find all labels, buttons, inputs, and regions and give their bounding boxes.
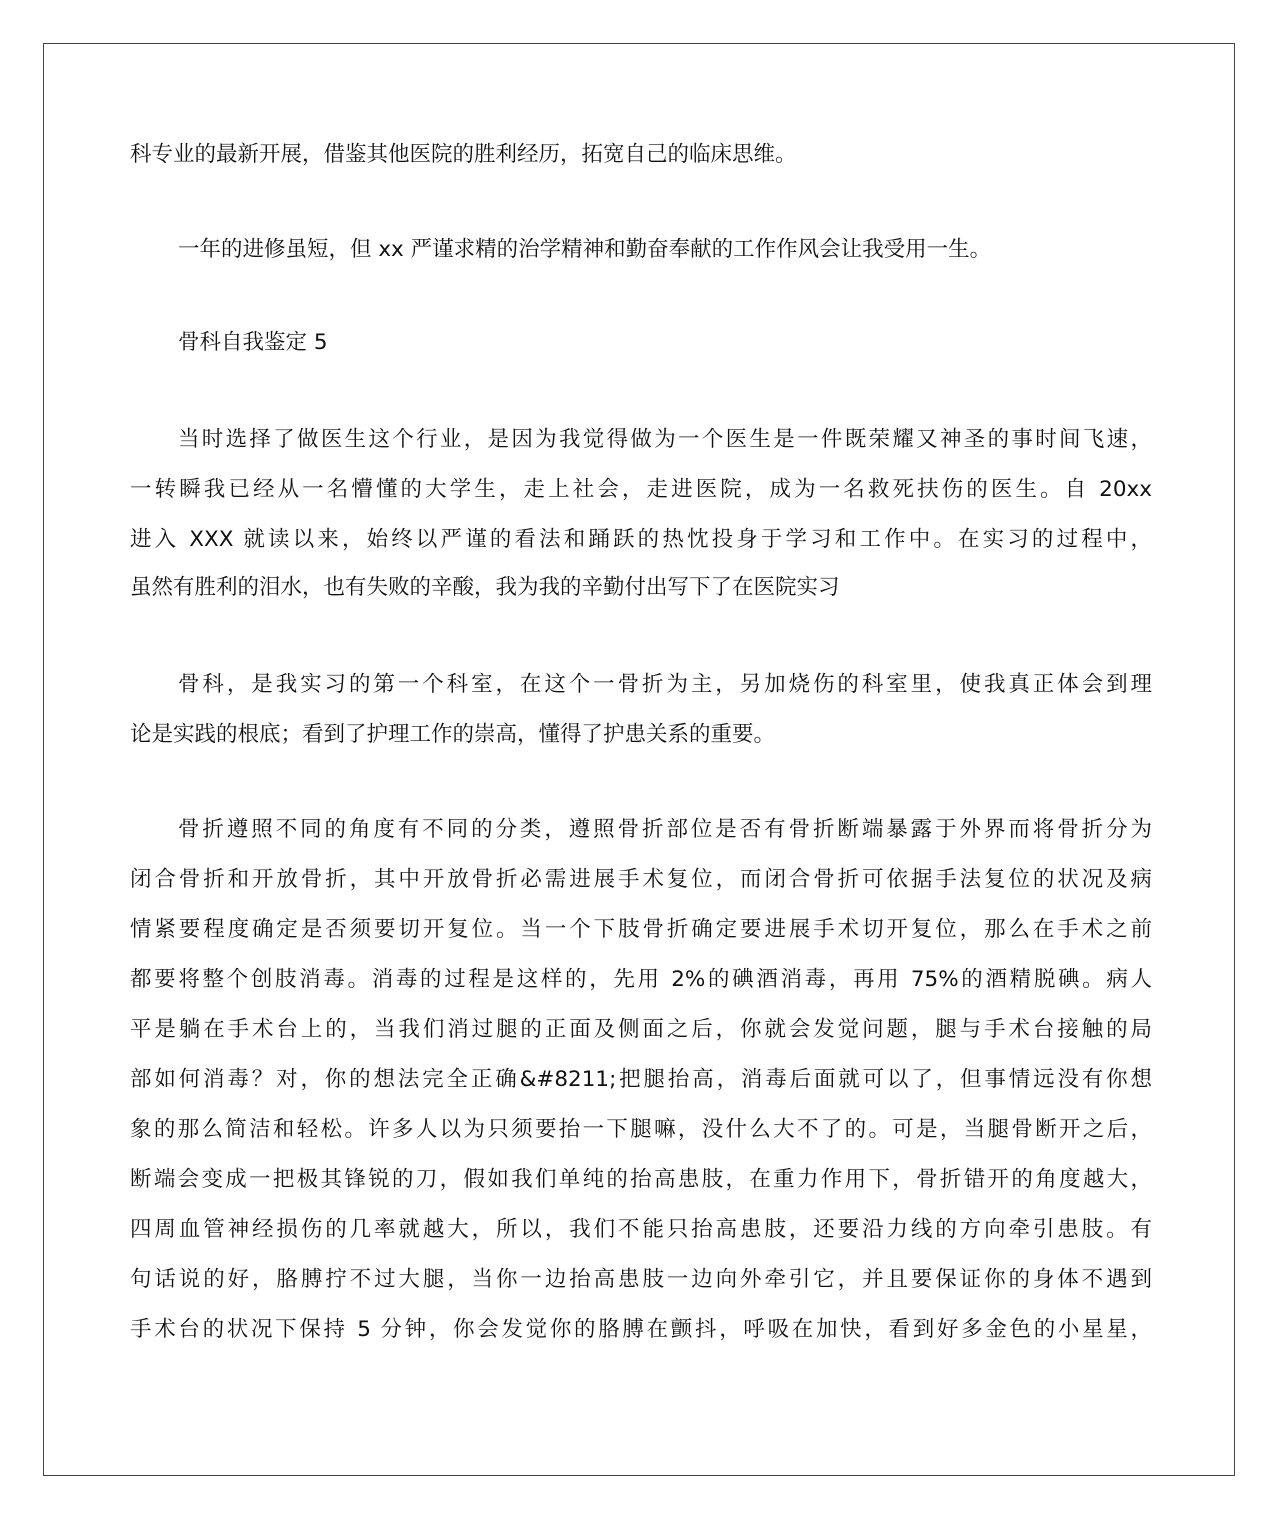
text-line: 情紧要程度确定是否须要切开复位。当一个下肢骨折确定要进展手术切开复位，那么在手术之前: [130, 917, 1152, 942]
text-line: 一年的进修虽短，但 xx 严谨求精的治学精神和勤奋奉献的工作作风会让我受用一生。: [178, 237, 992, 262]
text-line: 论是实践的根底；看到了护理工作的崇高，懂得了护患关系的重要。: [130, 722, 776, 747]
text-line: 都要将整个创肢消毒。消毒的过程是这样的，先用 2%的碘酒消毒，再用 75%的酒精脱碘。病人: [130, 967, 1152, 992]
text-line: 骨科，是我实习的第一个科室，在这个一骨折为主，另加烧伤的科室里，使我真正体会到理: [178, 672, 1152, 697]
text-line: 句话说的好，胳膊拧不过大腿，当你一边抬高患肢一边向外牵引它，并且要保证你的身体不遇到: [130, 1267, 1152, 1292]
section-heading: 骨科自我鉴定 5: [178, 330, 328, 355]
text-line: 手术台的状况下保持 5 分钟，你会发觉你的胳膊在颤抖，呼吸在加快，看到好多金色的小星星，: [130, 1317, 1152, 1342]
text-line: 虽然有胜利的泪水，也有失败的辛酸，我为我的辛勤付出写下了在医院实习: [130, 575, 840, 600]
text-line: 闭合骨折和开放骨折，其中开放骨折必需进展手术复位，而闭合骨折可依据手法复位的状况及病: [130, 867, 1152, 892]
text-line: 科专业的最新开展，借鉴其他医院的胜利经历，拓宽自己的临床思维。: [130, 142, 797, 167]
text-line: 一转瞬我已经从一名懵懂的大学生，走上社会，走进医院，成为一名救死扶伤的医生。自 20xx: [130, 477, 1152, 502]
text-line: 象的那么简洁和轻松。许多人以为只须要抬一下腿嘛，没什么大不了的。可是，当腿骨断开之后，: [130, 1117, 1152, 1142]
text-line: 四周血管神经损伤的几率就越大，所以，我们不能只抬高患肢，还要沿力线的方向牵引患肢。有: [130, 1217, 1152, 1242]
text-line: 平是躺在手术台上的，当我们消过腿的正面及侧面之后，你就会发觉问题，腿与手术台接触的局: [130, 1017, 1152, 1042]
text-line: 部如何消毒？对，你的想法完全正确&#8211;把腿抬高，消毒后面就可以了，但事情远没有你想: [130, 1067, 1152, 1092]
text-line: 进入 XXX 就读以来，始终以严谨的看法和踊跃的热忱投身于学习和工作中。在实习的过程中，: [130, 527, 1152, 552]
text-line: 当时选择了做医生这个行业，是因为我觉得做为一个医生是一件既荣耀又神圣的事时间飞速，: [178, 427, 1152, 452]
text-line: 骨折遵照不同的角度有不同的分类，遵照骨折部位是否有骨折断端暴露于外界而将骨折分为: [178, 817, 1152, 842]
text-line: 断端会变成一把极其锋锐的刀，假如我们单纯的抬高患肢，在重力作用下，骨折错开的角度越大，: [130, 1167, 1152, 1192]
